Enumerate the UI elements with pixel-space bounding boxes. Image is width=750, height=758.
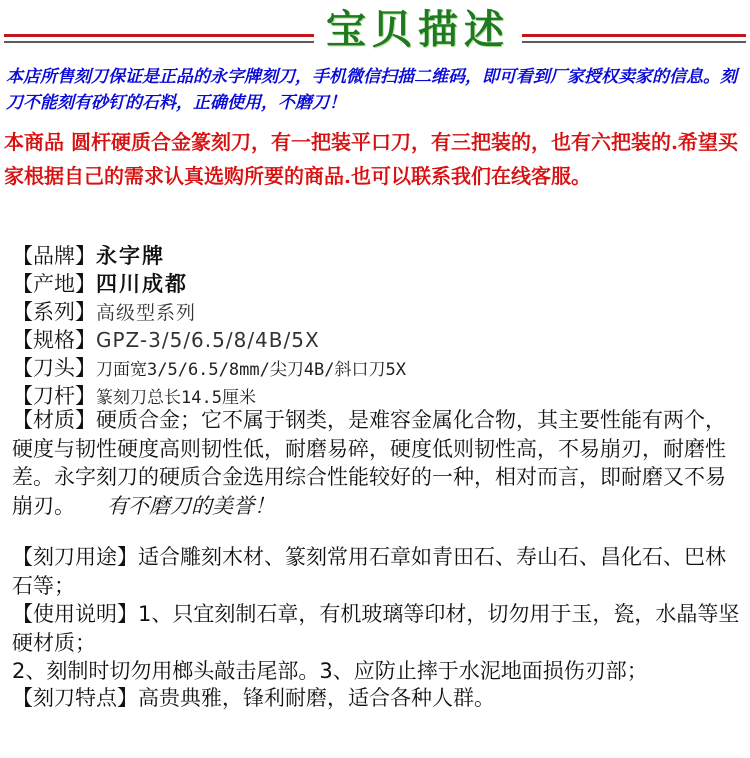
spec-blade — [12, 354, 406, 384]
spec-value: 四川成都 — [96, 272, 188, 296]
instructions-section — [12, 600, 742, 686]
spec-label: 【系列】 — [12, 300, 96, 324]
material-section — [12, 406, 742, 520]
header-rule-left-gray — [4, 41, 314, 43]
spec-value: 刀面宽3/5/6.5/8mm/尖刀4B/斜口刀5X — [96, 360, 406, 380]
authenticity-notice: 本店所售刻刀保证是正品的永字牌刻刀，手机微信扫描二维码，即可看到厂家授权卖家的信息。刻刀不能刻有砂钉的石料，正确使用，不磨刀！ — [6, 67, 737, 113]
spec-model — [12, 326, 320, 354]
material-label: 【材质】 — [12, 408, 96, 432]
spec-label: 【品牌】 — [12, 244, 96, 268]
spec-brand — [12, 242, 165, 270]
header-rule-right-red — [522, 34, 746, 37]
spec-value: 高级型系列 — [96, 302, 197, 324]
instructions-label: 【使用说明】 — [12, 602, 138, 626]
header-rule-left-red — [4, 34, 314, 37]
instructions-text-1: 1、只宜刻制石章，有机玻璃等印材，切勿用于玉，瓷，水晶等坚硬材质； — [12, 602, 740, 655]
material-accent: 有不磨刀的美誉！ — [107, 493, 275, 518]
features-label: 【刻刀特点】 — [12, 686, 138, 710]
section-header — [0, 0, 750, 62]
spec-value: 篆刻刀总长14.5厘米 — [96, 388, 256, 408]
spec-label: 【刀头】 — [12, 356, 96, 380]
spec-series — [12, 298, 196, 327]
instructions-text-2: 2、刻制时切勿用榔头敲击尾部。3、应防止摔于水泥地面损伤刃部； — [12, 659, 648, 683]
usage-label: 【刻刀用途】 — [12, 545, 138, 569]
features-text: 高贵典雅，锋利耐磨，适合各种人群。 — [138, 686, 495, 710]
spec-value: 永字牌 — [96, 244, 165, 268]
material-text: 硬质合金；它不属于钢类，是难容金属化合物，其主要性能有两个，硬度与韧性硬度高则韧性低，耐磨易碎，硬度低则韧性高，不易崩刃，耐磨性差。永字刻刀的硬质合金选用综合性能较好的一种，相对而言，即耐磨又不易崩刃。 — [12, 408, 726, 518]
spec-label: 【规格】 — [12, 328, 96, 352]
product-description: 本商品 圆杆硬质合金篆刻刀，有一把装平口刀，有三把装的，也有六把装的.希望买家根据自己的需求认真选购所要的商品.也可以联系我们在线客服。 — [4, 130, 738, 188]
spec-label: 【刀杆】 — [12, 384, 96, 408]
page-title: 宝贝描述 — [326, 6, 510, 53]
spec-value: GPZ-3/5/6.5/8/4B/5X — [96, 328, 320, 352]
spec-origin — [12, 270, 188, 298]
usage-section — [12, 543, 742, 600]
spec-label: 【产地】 — [12, 272, 96, 296]
usage-text: 适合雕刻木材、篆刻常用石章如青田石、寿山石、昌化石、巴林石等； — [12, 545, 726, 598]
features-section — [12, 684, 742, 713]
header-rule-right-gray — [522, 41, 746, 43]
